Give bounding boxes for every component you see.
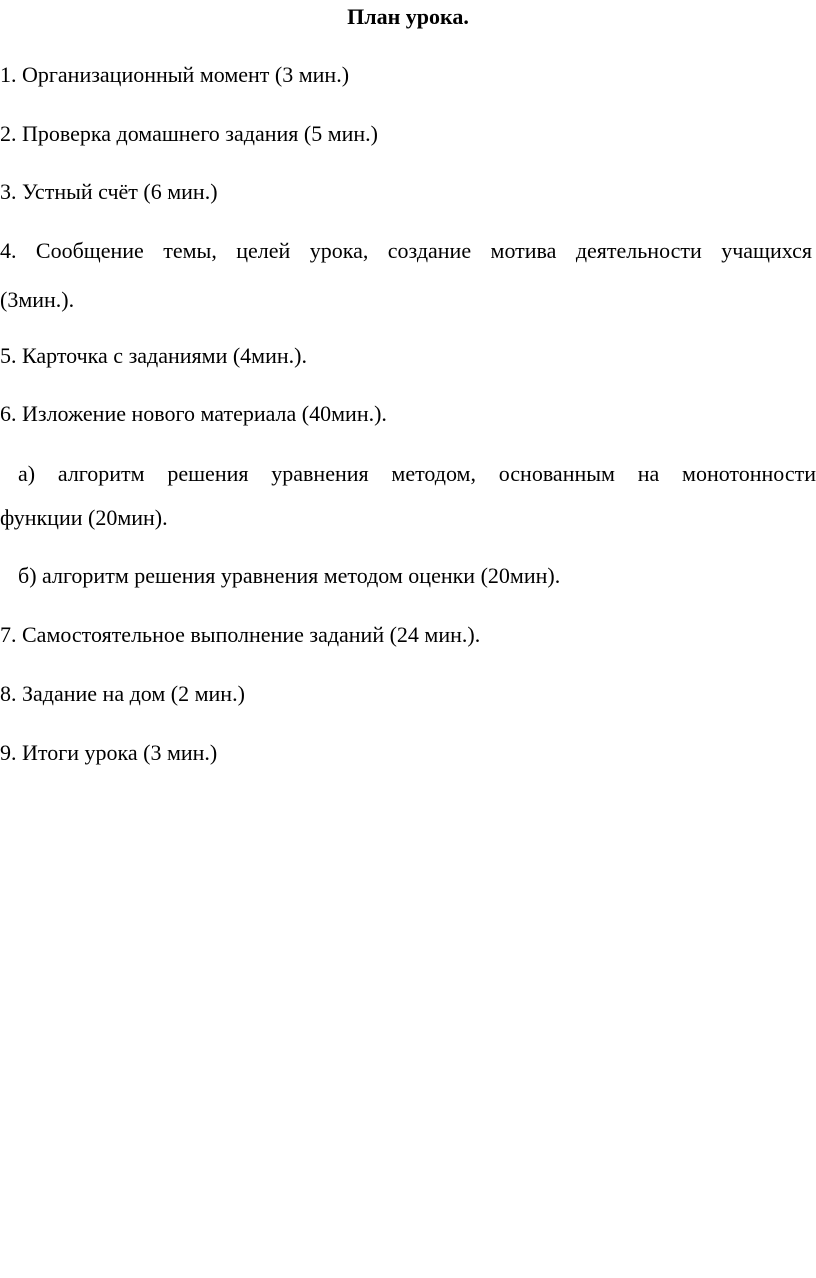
plan-item-6: 6. Изложение нового материала (40мин.).	[0, 401, 387, 426]
plan-item-4-continuation: (3мин.).	[0, 287, 75, 312]
plan-item-7: 7. Самостоятельное выполнение заданий (24 мин.).	[0, 622, 481, 647]
plan-item-1: 1. Организационный момент (3 мин.)	[0, 62, 350, 87]
plan-item-5: 5. Карточка с заданиями (4мин.).	[0, 343, 307, 368]
page-title: План урока.	[347, 4, 469, 29]
plan-subitem-a-continuation: функции (20мин).	[0, 505, 168, 530]
plan-item-2: 2. Проверка домашнего задания (5 мин.)	[0, 121, 378, 146]
plan-item-8: 8. Задание на дом (2 мин.)	[0, 681, 245, 706]
plan-subitem-b: б) алгоритм решения уравнения методом оценки (20мин).	[18, 563, 561, 588]
plan-item-3: 3. Устный счёт (6 мин.)	[0, 179, 218, 204]
plan-item-9: 9. Итоги урока (3 мин.)	[0, 740, 218, 765]
plan-item-4: 4. Сообщение темы, целей урока, создание мотива деятельности учащихся	[0, 238, 812, 263]
plan-subitem-a: а) алгоритм решения уравнения методом, основанным на монотонности	[18, 461, 816, 486]
